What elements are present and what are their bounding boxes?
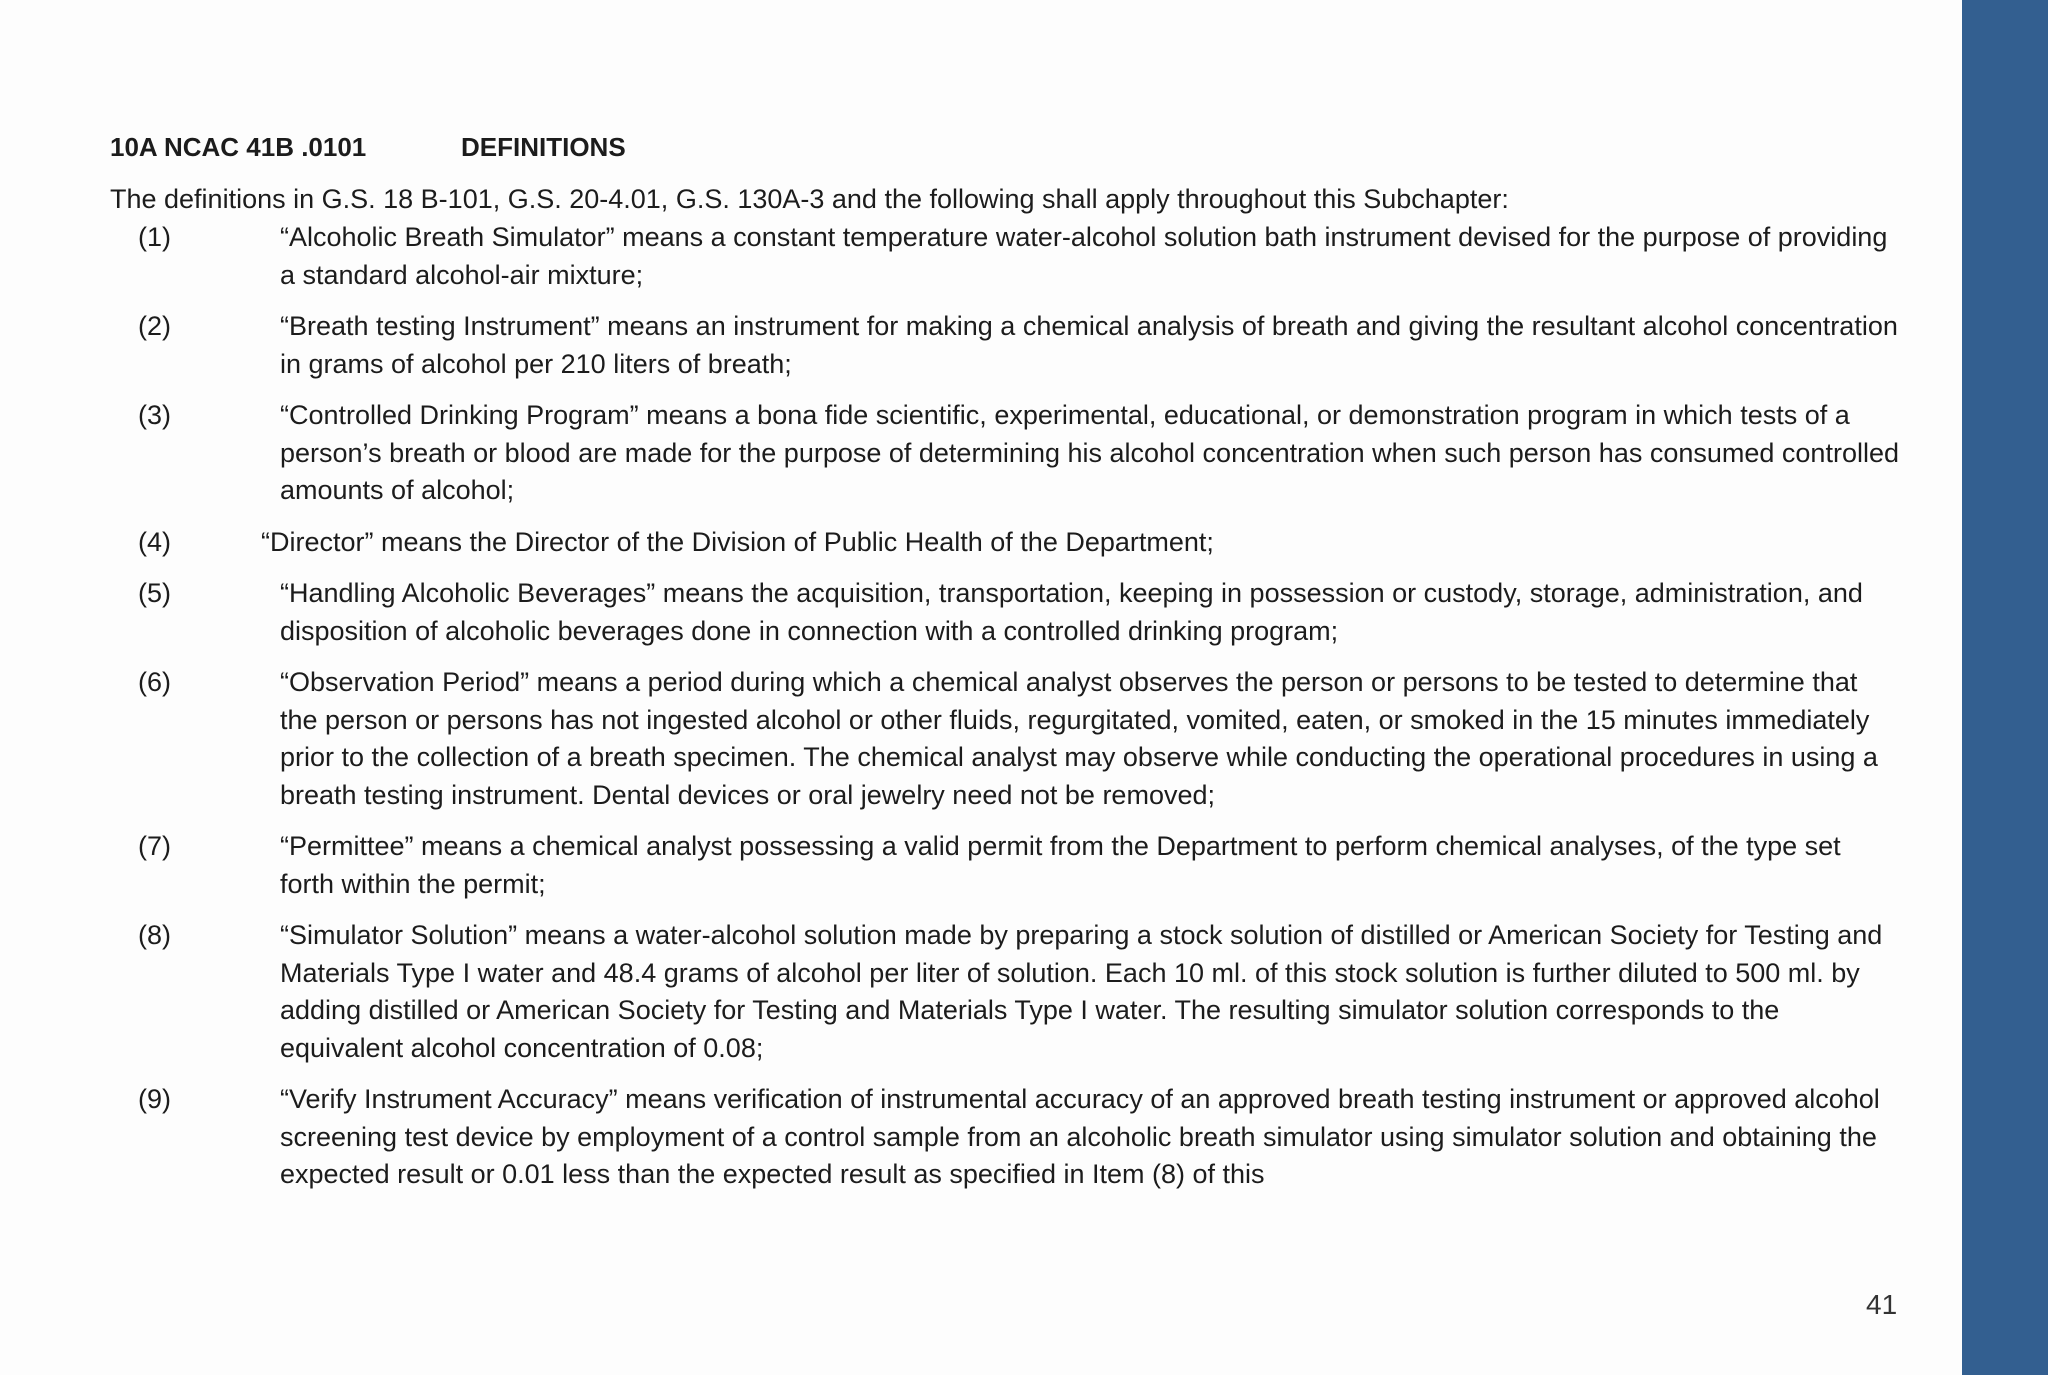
intro-paragraph: The definitions in G.S. 18 B-101, G.S. 20-4.01, G.S. 130A-3 and the following shall apply throughout this Subchapter:: [110, 184, 1509, 214]
definition-item: [110, 397, 1900, 510]
definition-number: (1): [138, 222, 171, 252]
rule-title: DEFINITIONS: [461, 132, 626, 162]
definitions-list: [110, 219, 1900, 1208]
definition-item: [110, 1081, 1900, 1194]
definition-text: “Controlled Drinking Program” means a bona fide scientific, experimental, educational, or demonstration program in which tests of a person’s breath or blood are made for the purpose of determining his alcohol concentration when such person has consumed controlled amounts of alcohol;: [280, 400, 1899, 505]
definition-number: (5): [138, 578, 171, 608]
definition-item: [110, 219, 1900, 294]
definition-number: (2): [138, 311, 171, 341]
definition-number: (9): [138, 1084, 171, 1114]
definition-number: (3): [138, 400, 171, 430]
definition-item: [110, 828, 1900, 903]
page-number: 41: [1866, 1289, 1898, 1320]
definition-text: “Permittee” means a chemical analyst possessing a valid permit from the Department to perform chemical analyses, of the type set forth within the permit;: [280, 831, 1841, 899]
definition-text: “Breath testing Instrument” means an instrument for making a chemical analysis of breath and giving the resultant alcohol concentration in grams of alcohol per 210 liters of breath;: [280, 311, 1898, 379]
definition-item: [110, 575, 1900, 650]
definition-text: “Alcoholic Breath Simulator” means a constant temperature water-alcohol solution bath instrument devised for the purpose of providing a standard alcohol-air mixture;: [280, 222, 1888, 290]
definition-text: “Verify Instrument Accuracy” means verification of instrumental accuracy of an approved breath testing instrument or approved alcohol screening test device by employment of a control sample from an alcoholic breath simulator using simulator solution and obtaining the expected result or 0.01 less than the expected result as specified in Item (8) of this: [280, 1084, 1880, 1189]
definition-number: (8): [138, 920, 171, 950]
accent-side-bar: [1962, 0, 2048, 1375]
definition-number: (4): [138, 526, 171, 557]
definition-item: [110, 524, 1900, 562]
definition-item: [110, 664, 1900, 814]
definition-number: (6): [138, 667, 171, 697]
definition-text: “Director” means the Director of the Division of Public Health of the Department;: [261, 526, 1214, 557]
rule-heading: [110, 132, 626, 162]
definition-text: “Observation Period” means a period during which a chemical analyst observes the person or persons to be tested to determine that the person or persons has not ingested alcohol or other fluids, regurgitated, vomited, eaten, or smoked in the 15 minutes immediately prior to the collection of a breath specimen. The chemical analyst may observe while conducting the operational procedures in using a breath testing instrument. Dental devices or oral jewelry need not be removed;: [280, 667, 1878, 810]
definition-item: [110, 917, 1900, 1067]
definition-number: (7): [138, 831, 171, 861]
definition-item: [110, 308, 1900, 383]
definition-text: “Handling Alcoholic Beverages” means the acquisition, transportation, keeping in possession or custody, storage, administration, and disposition of alcoholic beverages done in connection with a controlled drinking program;: [280, 578, 1863, 646]
definition-text: “Simulator Solution” means a water-alcohol solution made by preparing a stock solution of distilled or American Society for Testing and Materials Type I water and 48.4 grams of alcohol per liter of solution. Each 10 ml. of this stock solution is further diluted to 500 ml. by adding distilled or American Society for Testing and Materials Type I water. The resulting simulator solution corresponds to the equivalent alcohol concentration of 0.08;: [280, 920, 1883, 1063]
rule-code: 10A NCAC 41B .0101: [110, 132, 367, 162]
